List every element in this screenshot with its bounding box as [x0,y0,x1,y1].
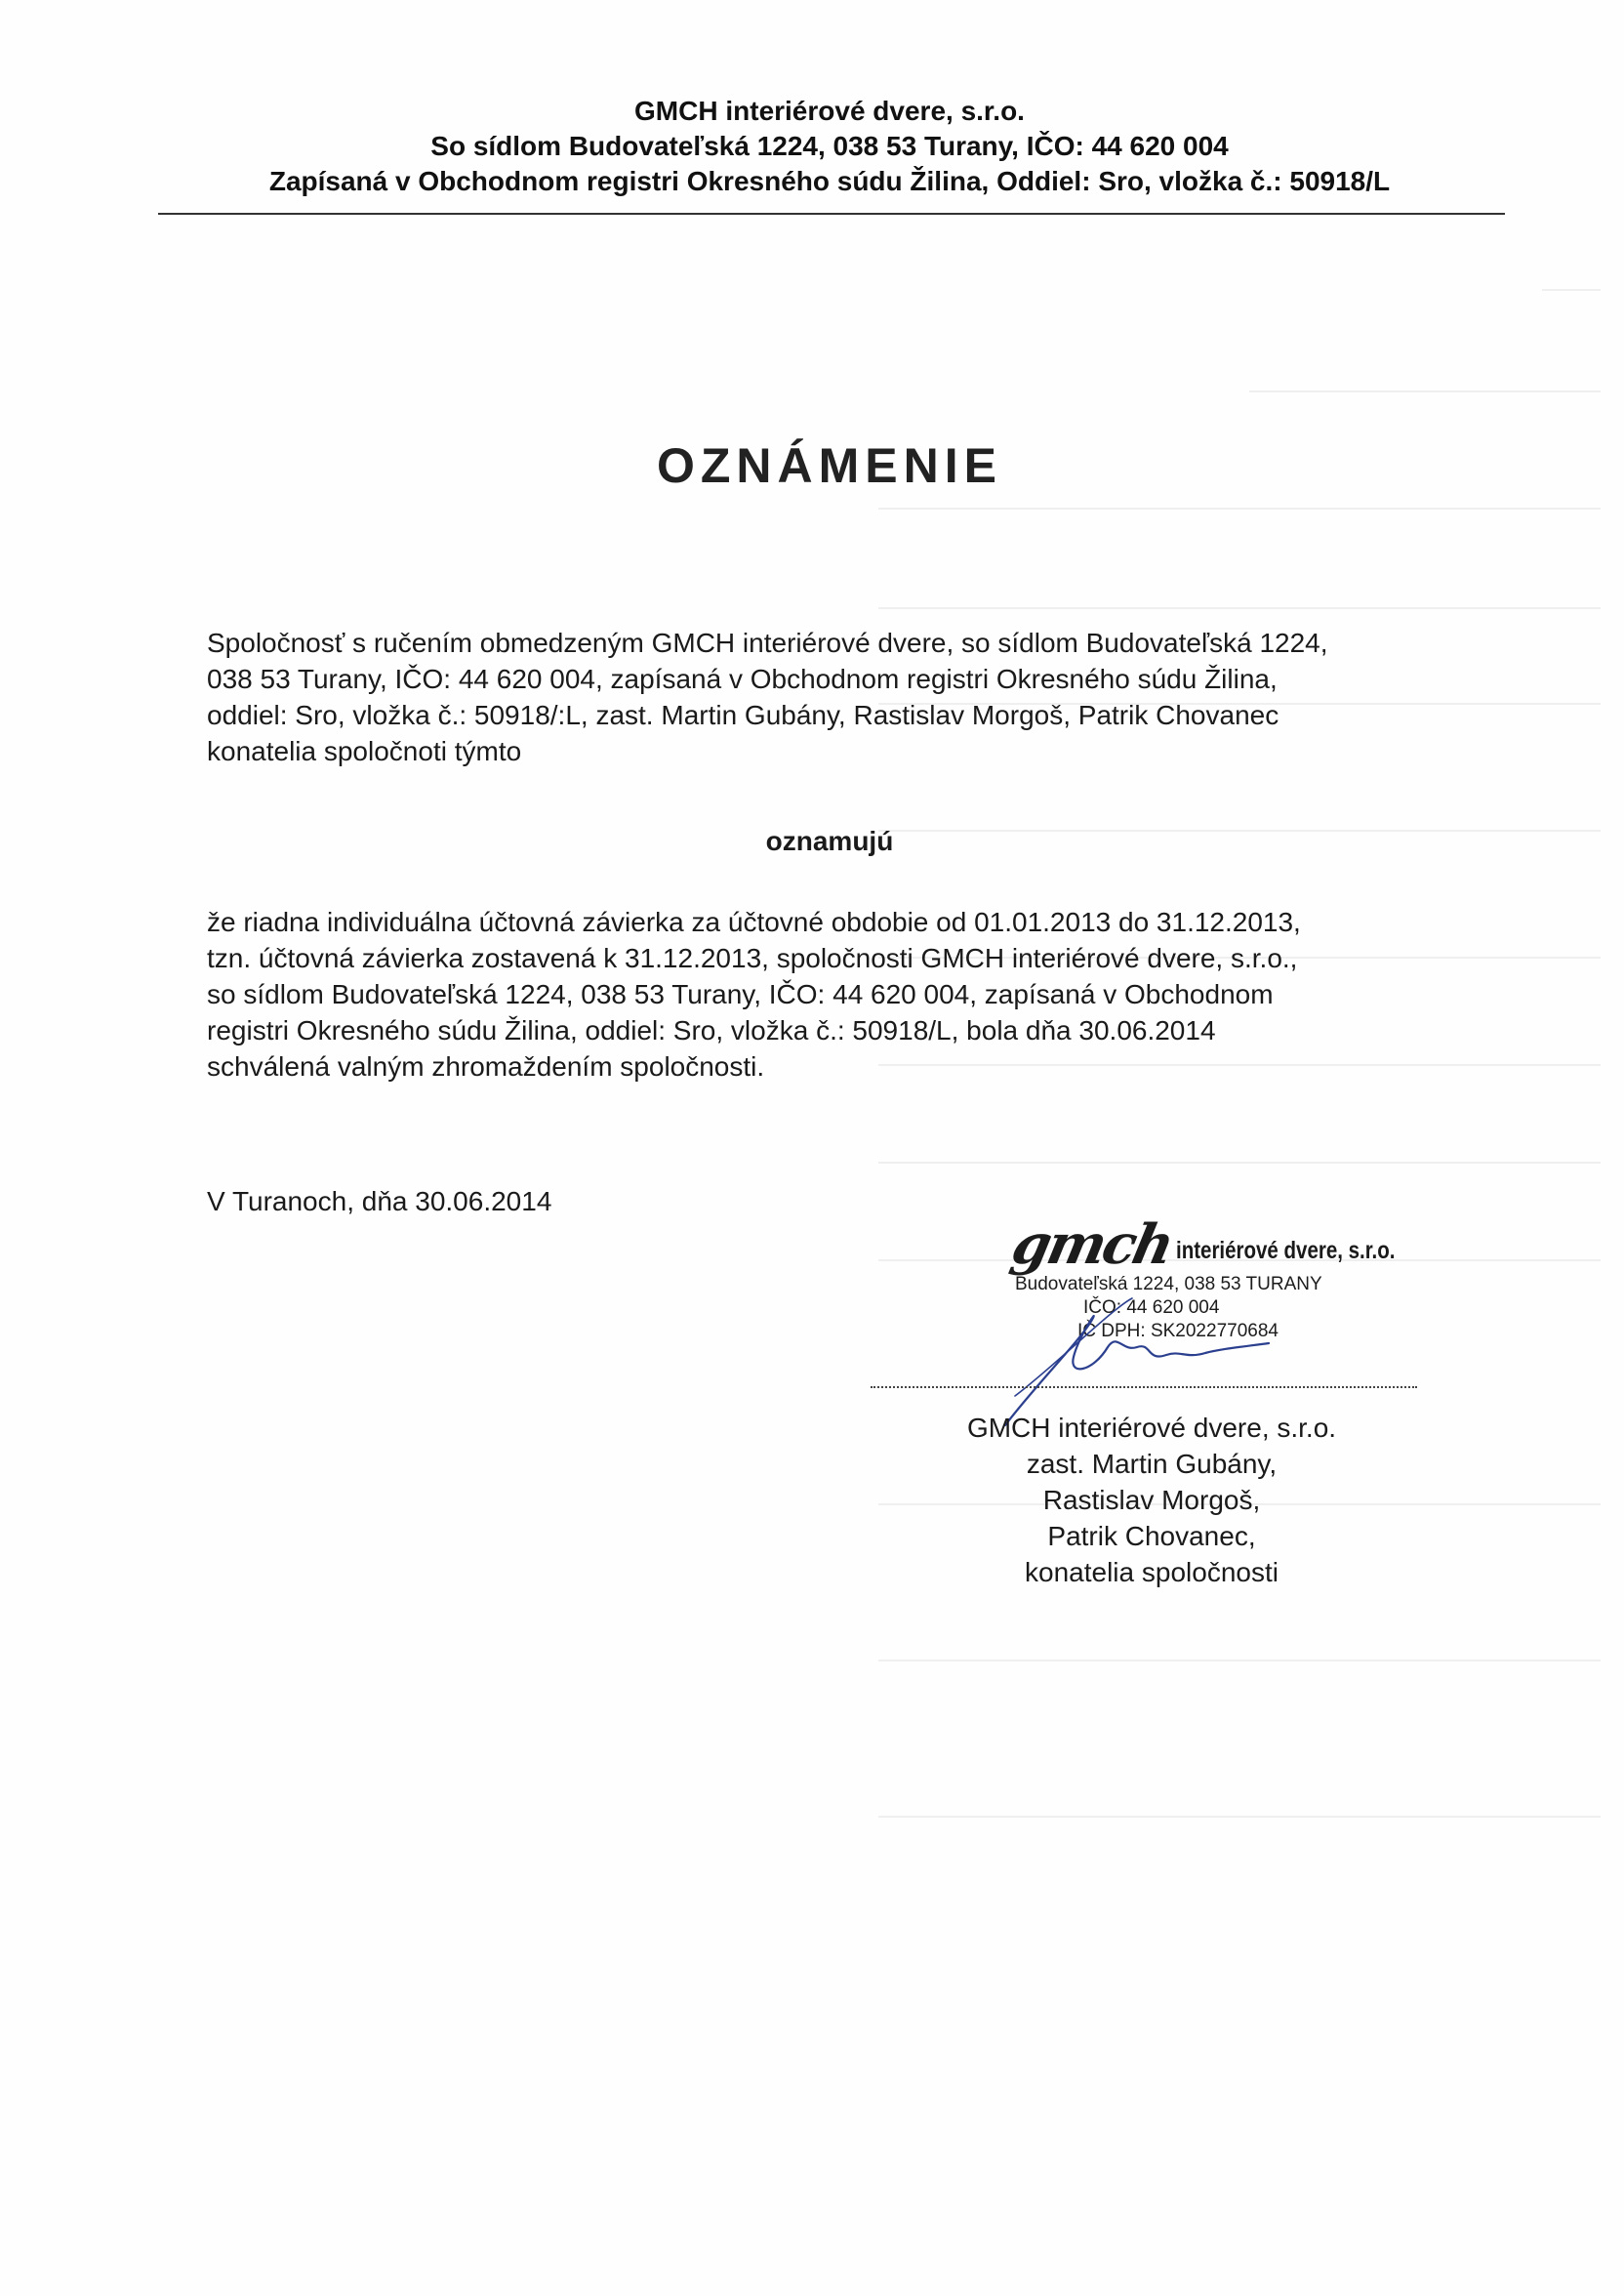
intro-paragraph [207,625,1476,769]
letterhead-company: GMCH interiérové dvere, s.r.o. [634,96,1025,126]
signatory-block [878,1410,1425,1590]
statement-line: tzn. účtovná závierka zostavená k 31.12.2013, spoločnosti GMCH interiérové dvere, s.r.o., [207,943,1298,973]
letterhead [156,94,1503,199]
place-and-date: V Turanoch, dňa 30.06.2014 [207,1186,552,1216]
stamp-logo-row [1005,1212,1423,1277]
signature-line [871,1386,1417,1388]
statement-line: so sídlom Budovateľská 1224, 038 53 Turany, IČO: 44 620 004, zapísaná v Obchodnom [207,979,1274,1009]
letterhead-divider [158,213,1505,215]
statement-line: registri Okresného súdu Žilina, oddiel: Sro, vložka č.: 50918/L, bola dňa 30.06.2014 [207,1015,1216,1046]
signatory-line: GMCH interiérové dvere, s.r.o. [966,1413,1337,1443]
stamp-address: Budovateľská 1224, 038 53 TURANY [1015,1274,1322,1294]
signatory-line: Patrik Chovanec, [1047,1521,1256,1551]
stamp-firm-name: interiérové dvere, s.r.o. [1176,1237,1396,1264]
document-title: OZNÁMENIE [657,438,1002,493]
signatory-line: Rastislav Morgoš, [1042,1485,1261,1515]
stamp-ico: IČO: 44 620 004 [1083,1297,1220,1318]
letterhead-seat: So sídlom Budovateľská 1224, 038 53 Turany, IČO: 44 620 004 [430,131,1229,161]
statement-line: schválená valným zhromaždením spoločnosti. [207,1051,765,1082]
stamp-logo: gmch [1005,1212,1178,1277]
signatory-line: zast. Martin Gubány, [1026,1449,1278,1479]
signatory-line: konatelia spoločnosti [1025,1557,1279,1587]
intro-line: konatelia spoločnoti týmto [207,736,522,766]
statement-line: že riadna individuálna účtovná závierka za účtovné obdobie od 01.01.2013 do 31.12.2013, [207,907,1301,937]
statement-paragraph [207,904,1476,1085]
letterhead-registry: Zapísaná v Obchodnom registri Okresného súdu Žilina, Oddiel: Sro, vložka č.: 50918/L [268,166,1391,196]
stamp-vat-id: IČ DPH: SK2022770684 [1077,1321,1279,1341]
announce-heading: oznamujú [765,826,894,856]
intro-line: 038 53 Turany, IČO: 44 620 004, zapísaná v Obchodnom registri Okresného súdu Žilina, [207,664,1278,694]
intro-line: oddiel: Sro, vložka č.: 50918/:L, zast. Martin Gubány, Rastislav Morgoš, Patrik Chovanec [207,700,1279,730]
intro-line: Spoločnosť s ručením obmedzeným GMCH interiérové dvere, so sídlom Budovateľská 1224, [207,628,1328,658]
